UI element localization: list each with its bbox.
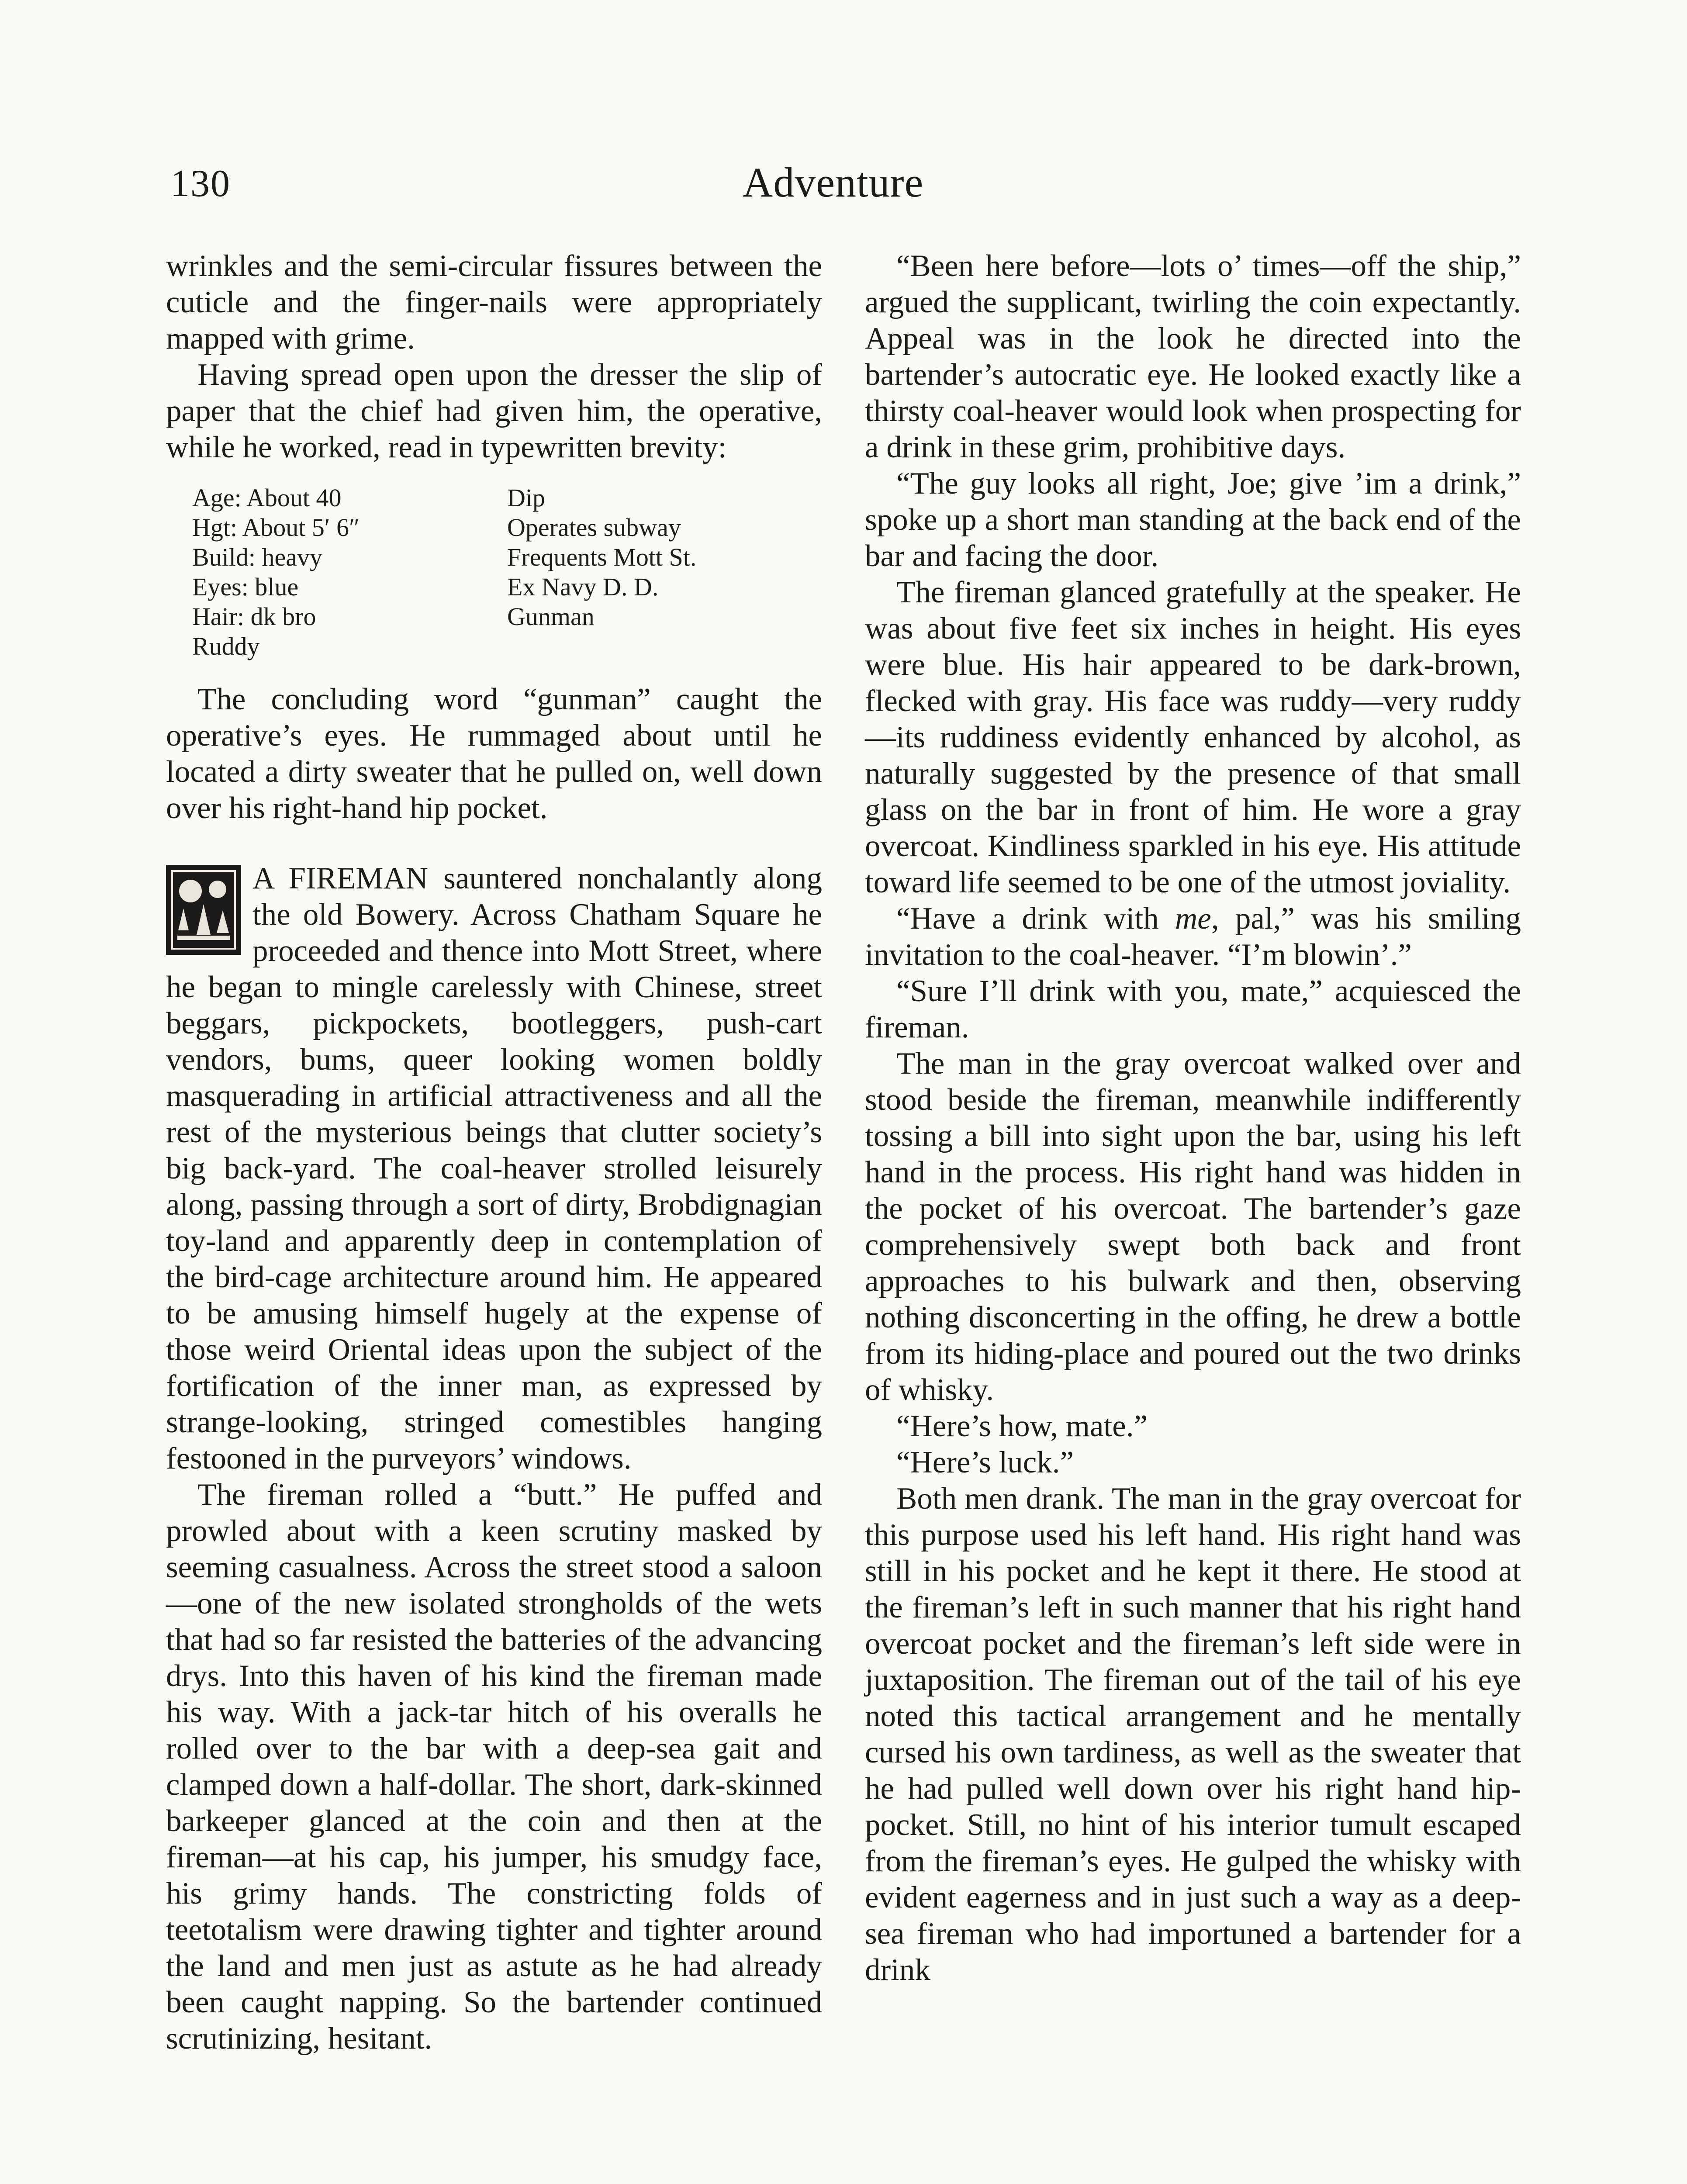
description-line: Ex Navy D. D. xyxy=(507,573,659,601)
description-line: Age: About 40 xyxy=(192,484,342,512)
page-number: 130 xyxy=(170,162,231,205)
paragraph: wrinkles and the semi-circular fissures between the cuticle and the finger-nails were appropriately mapped with grime. xyxy=(166,249,822,356)
paragraph-text: “Have a drink with xyxy=(896,902,1175,936)
description-line: Hair: dk bro xyxy=(192,602,316,631)
description-line: Eyes: blue xyxy=(192,573,299,601)
right-column xyxy=(865,248,1521,1988)
paragraph: “Sure I’ll drink with you, mate,” acquiesced the fireman. xyxy=(865,974,1521,1044)
section-opening-paragraph xyxy=(166,860,822,1477)
description-line: Build: heavy xyxy=(192,543,323,571)
decorative-initial-icon xyxy=(166,865,241,955)
paragraph: “Been here before—lots o’ times—off the ship,” argued the supplicant, twirling the coin expectantly. Appeal was in the look he directed into the bartender’s autocratic eye. He looked exactly like a thirsty coal-heaver would look when prospecting for a drink in these grim, prohibitive days. xyxy=(865,249,1521,464)
paragraph-text: A FIREMAN sauntered nonchalantly along the old Bowery. Across Chatham Square he proceeded and thence into Mott Street, where he began to mingle carelessly with Chinese, street beggars, pickpockets, bootleggers, push-cart vendors, bums, queer looking women boldly masquerading in artificial attractiveness and all the rest of the mysterious beings that clutter society’s big back-yard. The coal-heaver strolled leisurely along, passing through a sort of dirty, Brobdignagian toy-land and apparently deep in contemplation of the bird-cage architecture around him. He appeared to be amusing himself hugely at the expense of those weird Oriental ideas upon the subject of the fortification of the inner man, as expressed by strange-looking, stringed comestibles hanging festooned in the purveyors’ windows. xyxy=(166,861,822,1476)
description-line: Frequents Mott St. xyxy=(507,543,697,571)
description-line: Hgt: About 5′ 6″ xyxy=(192,513,360,542)
paragraph: Having spread open upon the dresser the slip of paper that the chief had given him, the operative, while he worked, read in typewritten brevity: xyxy=(166,358,822,464)
paragraph: The fireman rolled a “butt.” He puffed and prowled about with a keen scrutiny masked by seeming casualness. Across the street stood a saloon—one of the new isolated strongholds of the wets that had so far resisted the batteries of the advancing drys. Into this haven of his kind the fireman made his way. With a jack-tar hitch of his overalls he rolled over to the bar with a deep-sea gait and clamped down a half-dollar. The short, dark-skinned barkeeper glanced at the coin and then at the fireman—at his cap, his jumper, his smudgy face, his grimy hands. The constricting folds of teetotalism were drawing tighter and tighter around the land and men just as astute as he had already been caught napping. So the bartender continued scrutinizing, hesitant. xyxy=(166,1478,822,2056)
paragraph: The fireman glanced gratefully at the speaker. He was about five feet six inches in height. His eyes were blue. His hair appeared to be dark-brown, flecked with gray. His face was ruddy—very ruddy—its ruddiness evidently enhanced by alcohol, as naturally suggested by the presence of that small glass on the bar in front of him. He wore a gray overcoat. Kindliness sparkled in his eye. His attitude toward life seemed to be one of the utmost joviality. xyxy=(865,575,1521,899)
description-line: Dip xyxy=(507,484,545,512)
description-right-list xyxy=(507,483,822,661)
paragraph: The concluding word “gunman” caught the operative’s eyes. He rummaged about until he located a dirty sweater that he pulled on, well down over his right-hand hip pocket. xyxy=(166,682,822,825)
description-line: Ruddy xyxy=(192,632,260,660)
left-column xyxy=(166,248,822,2057)
paragraph xyxy=(865,901,1521,973)
paragraph: Both men drank. The man in the gray overcoat for this purpose used his left hand. His right hand was still in his pocket and he kept it there. He stood at the fireman’s left in such manner that his right hand overcoat pocket and the fireman’s left side were in juxtaposition. The fireman out of the tail of his eye noted this tactical arrangement and he mentally cursed his own tardiness, as well as the sweater that he had pulled well down over his right hand hip-pocket. Still, no hint of his interior tumult escaped from the fireman’s eyes. He gulped the whisky with evident eagerness and in just such a way as a deep-sea fireman who had importuned a bartender for a drink xyxy=(865,1482,1521,1987)
description-line: Operates subway xyxy=(507,513,681,542)
running-head-title: Adventure xyxy=(743,159,924,206)
description-line: Gunman xyxy=(507,602,595,631)
paragraph: The man in the gray overcoat walked over and stood beside the fireman, meanwhile indifferently tossing a bill into sight upon the bar, using his left hand in the process. His right hand was hidden in the pocket of his overcoat. The bartender’s gaze comprehensively swept both back and front approaches to his bulwark and then, observing nothing disconcerting in the offing, he drew a bottle from its hiding-place and poured out the two drinks of whisky. xyxy=(865,1047,1521,1407)
emphasis: me xyxy=(1175,902,1211,936)
paragraph: “The guy looks all right, Joe; give ’im a drink,” spoke up a short man standing at the back end of the bar and facing the door. xyxy=(865,467,1521,573)
paragraph: “Here’s how, mate.” xyxy=(896,1409,1148,1443)
description-left-list xyxy=(192,483,507,661)
paragraph-text: , pal,” was his smiling invitation to the coal-heaver. “I’m blowin’.” xyxy=(865,902,1521,972)
typewritten-description xyxy=(192,483,822,661)
paragraph: “Here’s luck.” xyxy=(896,1445,1074,1479)
